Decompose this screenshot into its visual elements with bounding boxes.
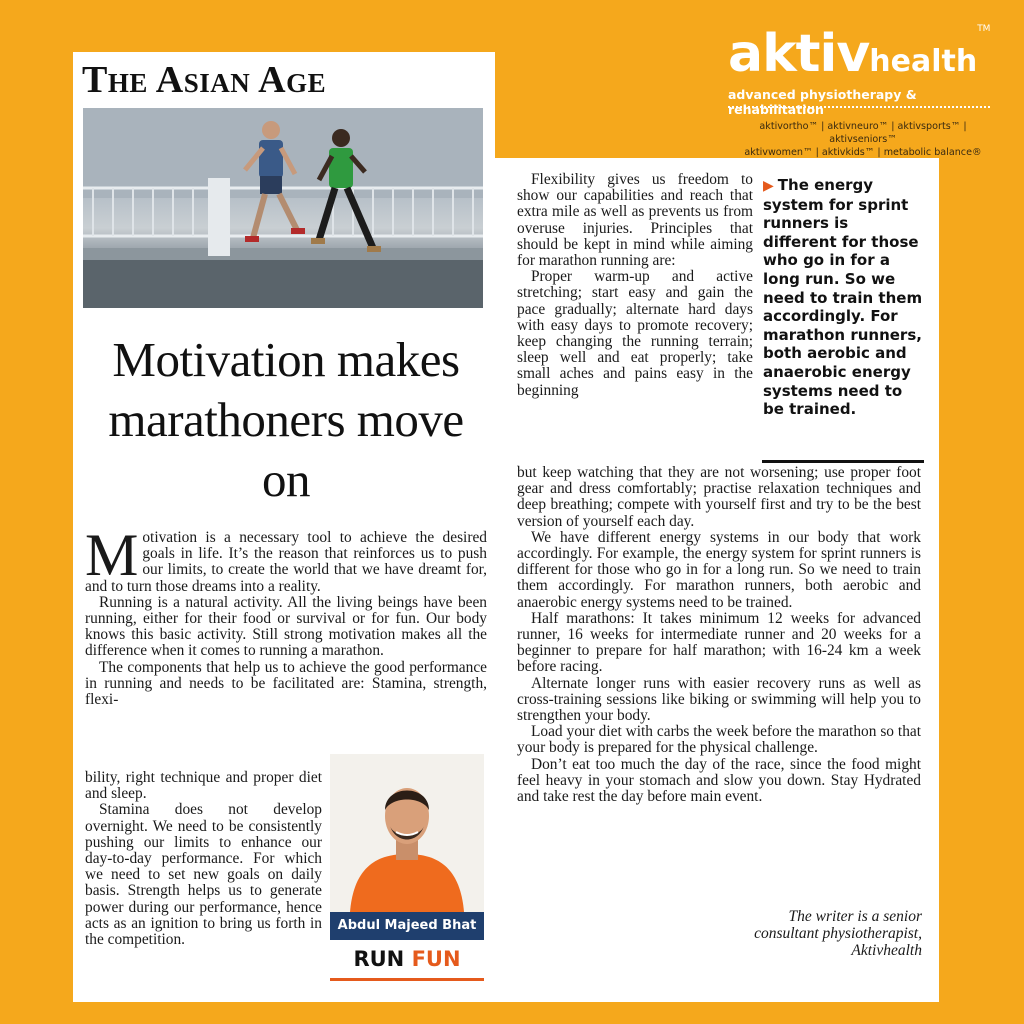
logo-wordmark — [728, 24, 990, 84]
logo-dotted-divider — [728, 106, 990, 108]
paragraph: Flexibility gives us freedom to show our capabilities and reach that extra mile as well as prevents us from overuse injuries. Principles that should be kept in mind while aiming for marathon running are: — [517, 171, 753, 270]
subbrands-line-2: aktivwomen™ | aktivkids™ | metabolic balance® — [744, 147, 982, 158]
logo-health: health — [869, 44, 978, 79]
pull-quote-rule — [762, 460, 924, 463]
logo-aktiv: aktiv — [728, 24, 870, 84]
writer-note: The writer is a senior consultant physiotherapist, Aktivhealth — [754, 908, 922, 959]
author-portrait-illustration — [330, 754, 484, 912]
triangle-marker-icon: ▶ — [763, 178, 774, 194]
logo-tagline: advanced physiotherapy & rehabilitation — [728, 87, 917, 117]
aktivhealth-logo — [728, 24, 998, 159]
headline: Motivation makes marathoners move on — [108, 332, 464, 507]
logo-subbrands — [728, 120, 998, 159]
paragraph: Half marathons: It takes minimum 12 weeks for advanced runner, 16 weeks for intermediate runner and 20 weeks for a beginner to prepare for half marathon; with 16-24 km a week before racing. — [517, 609, 921, 676]
column-label-rule — [330, 978, 484, 981]
paragraph: bility, right technique and proper diet and sleep. — [85, 769, 322, 803]
paragraph: The components that help us to achieve the good performance in running and needs to be facilitated are: Stamina, strength, flexi- — [85, 658, 487, 709]
paragraph: Proper warm-up and active stretching; start easy and gain the pace gradually; alternate hard days with easy days to promote recovery; keep changing the running terrain; sleep well and eat properly; take small aches and pains easy in the beginning — [517, 268, 753, 399]
column-label — [330, 947, 484, 971]
paragraph: Motivation is a necessary tool to achieve the desired goals in life. It’s the reason that reinforces us to push our limits, to create the world that we have dreamt for, and to turn those dreams into a reality. — [85, 522, 487, 595]
masthead: The Asian Age — [82, 59, 327, 101]
paragraph: We have different energy systems in our body that work accordingly. For example, the energy system for sprint runners is different for those who go in for a long run. So we need to train them accordingly. For marathon runners, both aerobic and anaerobic energy systems need to be trained. — [517, 528, 921, 611]
paragraph: Running is a natural activity. All the living beings have been running, either for their food or survival or for fun. Our body knows this basic activity. Still strong motivation makes all the difference when it comes to running a marathon. — [85, 593, 487, 660]
paragraph: Load your diet with carbs the week before the marathon so that your body is prepared for the physical challenge. — [517, 723, 921, 757]
pull-quote: ▶ The energy system for sprint runners is different for those who go in for a long run. So we need to train them accordingly. For marathon runners, both aerobic and anaerobic energy systems need to be trained. — [763, 176, 923, 419]
fun-label: FUN — [411, 947, 461, 971]
runners-photo — [83, 108, 483, 308]
article-column-right-top — [517, 172, 753, 399]
paragraph: Don’t eat too much the day of the race, since the food might feel heavy in your stomach and slow you down. Stay Hydrated and take rest the day before main event. — [517, 755, 921, 806]
article-column-left-narrow — [85, 770, 322, 948]
author-photo — [330, 754, 484, 912]
paragraph: Stamina does not develop overnight. We need to be consistently pushing our limits to enhance our day-to-day performance. For which we need to set new goals on daily basis. Strength helps us to generate power during our performance, hence acts as an ignition to bring us forth in the competition. — [85, 801, 322, 949]
paragraph: Alternate longer runs with easier recovery runs as well as cross-training sessions like biking or swimming will help you to strengthen your body. — [517, 674, 921, 725]
paragraph: but keep watching that they are not worsening; use proper foot gear and dress comfortably; practise relaxation techniques and deep breathing; compete with yourself first and try to be the best version of yourself each day. — [517, 464, 921, 530]
run-label: RUN — [353, 947, 405, 971]
runners-illustration — [83, 108, 483, 308]
article-column-right — [517, 465, 921, 805]
logo-trademark: TM — [977, 24, 991, 34]
drop-cap: M — [85, 522, 139, 588]
subbrands-line-1: aktivortho™ | aktivneuro™ | aktivsports™ | aktivseniors™ — [759, 121, 967, 145]
author-name-bar: Abdul Majeed Bhat — [330, 912, 484, 940]
article-column-left — [85, 522, 487, 709]
